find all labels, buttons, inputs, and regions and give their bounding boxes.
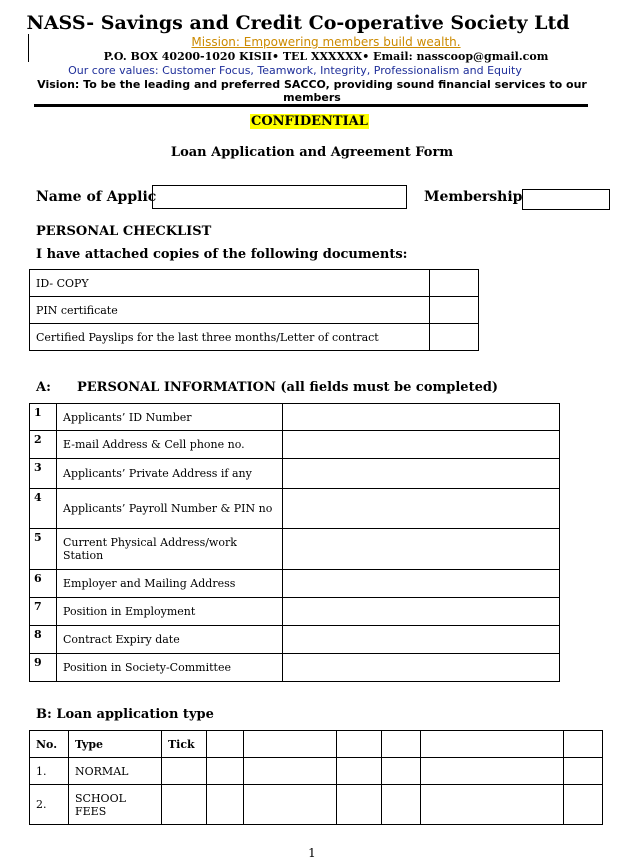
checklist-item: Certified Payslips for the last three months/Letter of contract [30, 324, 430, 351]
row-number: 9 [30, 654, 57, 682]
field-input-cell[interactable] [283, 529, 560, 570]
checklist-subtitle: I have attached copies of the following documents: [36, 247, 408, 262]
field-input-cell[interactable] [283, 626, 560, 654]
table-row [30, 404, 560, 431]
table-row [30, 598, 560, 626]
org-name: NASS- Savings and Credit Co-operative Society Ltd [26, 12, 570, 34]
field-label: E-mail Address & Cell phone no. [57, 431, 283, 459]
field-input-cell[interactable] [283, 570, 560, 598]
checklist-tick-cell[interactable] [430, 297, 479, 324]
loan-type: NORMAL [69, 758, 162, 785]
field-label: Applicants’ Payroll Number & PIN no [57, 489, 283, 529]
table-cell [421, 758, 564, 785]
section-b-title: B: Loan application type [36, 707, 214, 722]
table-cell [382, 785, 421, 825]
column-header-no: No. [30, 731, 69, 758]
field-label: Applicants’ ID Number [57, 404, 283, 431]
field-label: Position in Society-Committee [57, 654, 283, 682]
table-cell [337, 731, 382, 758]
row-number: 1 [30, 404, 57, 431]
row-number: 8 [30, 626, 57, 654]
field-label: Employer and Mailing Address [57, 570, 283, 598]
table-cell [564, 758, 603, 785]
table-row [30, 570, 560, 598]
org-address: P.O. BOX 40200-1020 KISII• TEL XXXXXX• Email: nasscoop@gmail.com [103, 50, 549, 63]
form-title: Loan Application and Agreement Form [170, 145, 454, 160]
name-input[interactable] [152, 185, 407, 209]
table-cell [207, 785, 244, 825]
field-input-cell[interactable] [283, 598, 560, 626]
table-cell [421, 785, 564, 825]
table-row [30, 459, 560, 489]
loan-tick-cell[interactable] [162, 758, 207, 785]
vision-statement: Vision: To be the leading and preferred SACCO, providing sound financial services to our members [37, 78, 587, 104]
table-row [30, 489, 560, 529]
row-number: 5 [30, 529, 57, 570]
confidential-badge: CONFIDENTIAL [251, 114, 368, 129]
table-row [30, 758, 603, 785]
checklist-item: PIN certificate [30, 297, 430, 324]
checklist-item: ID- COPY [30, 270, 430, 297]
header-divider [34, 104, 588, 107]
section-a-letter: A: [36, 380, 51, 395]
table-cell [564, 785, 603, 825]
field-label: Applicants’ Private Address if any [57, 459, 283, 489]
table-row [30, 731, 603, 758]
loan-no: 2. [30, 785, 69, 825]
checklist-tick-cell[interactable] [430, 324, 479, 351]
column-header-type: Type [69, 731, 162, 758]
field-input-cell[interactable] [283, 459, 560, 489]
table-row [30, 431, 560, 459]
table-cell [337, 785, 382, 825]
table-row [30, 324, 479, 351]
field-input-cell[interactable] [283, 404, 560, 431]
loan-type: SCHOOL FEES [69, 785, 162, 825]
field-label: Contract Expiry date [57, 626, 283, 654]
field-input-cell[interactable] [283, 489, 560, 529]
field-label: Current Physical Address/work Station [57, 529, 283, 570]
membership-label: Membership [424, 189, 523, 205]
mission-link[interactable]: Mission: Empowering members build wealth. [191, 35, 461, 49]
table-cell [382, 731, 421, 758]
row-number: 3 [30, 459, 57, 489]
row-number: 4 [30, 489, 57, 529]
table-row [30, 785, 603, 825]
page-number: 1 [308, 846, 316, 860]
column-header-tick: Tick [162, 731, 207, 758]
table-cell [564, 731, 603, 758]
core-values: Our core values: Customer Focus, Teamwork, Integrity, Professionalism and Equity [68, 64, 522, 77]
membership-input[interactable] [522, 189, 610, 210]
loan-type-table [29, 730, 603, 825]
table-cell [207, 731, 244, 758]
checklist-title: PERSONAL CHECKLIST [36, 224, 212, 239]
checklist-tick-cell[interactable] [430, 270, 479, 297]
field-label: Position in Employment [57, 598, 283, 626]
table-row [30, 270, 479, 297]
table-cell [382, 758, 421, 785]
loan-tick-cell[interactable] [162, 785, 207, 825]
table-row [30, 654, 560, 682]
table-cell [244, 785, 337, 825]
loan-no: 1. [30, 758, 69, 785]
checklist-table [29, 269, 479, 351]
table-row [30, 297, 479, 324]
table-cell [244, 731, 337, 758]
table-row [30, 626, 560, 654]
row-number: 7 [30, 598, 57, 626]
field-input-cell[interactable] [283, 654, 560, 682]
row-number: 2 [30, 431, 57, 459]
section-a-title: PERSONAL INFORMATION (all fields must be completed) [77, 380, 499, 395]
table-cell [337, 758, 382, 785]
field-input-cell[interactable] [283, 431, 560, 459]
personal-info-table [29, 403, 560, 682]
table-cell [421, 731, 564, 758]
table-cell [244, 758, 337, 785]
row-number: 6 [30, 570, 57, 598]
table-cell [207, 758, 244, 785]
table-row [30, 529, 560, 570]
name-label: Name of Applic [36, 189, 157, 205]
